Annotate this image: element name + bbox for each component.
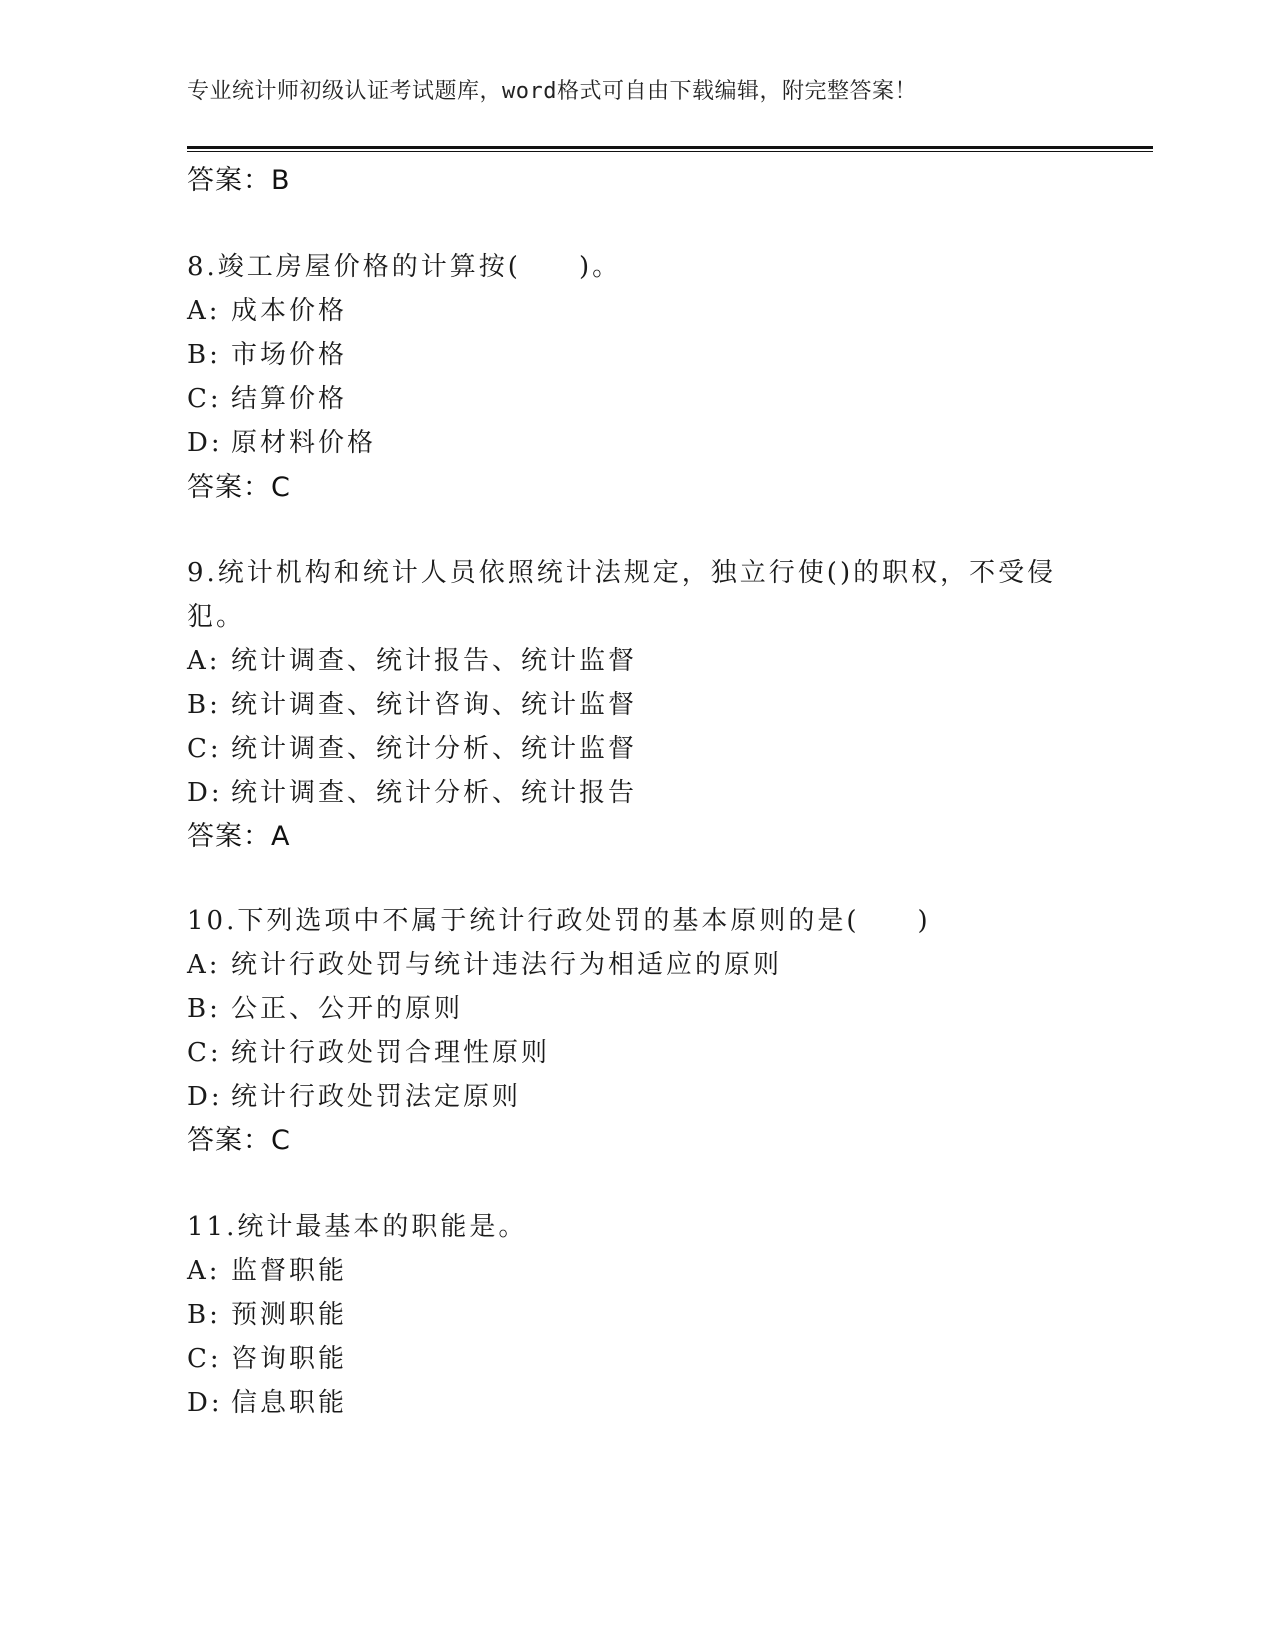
option-label: A: <box>187 296 221 326</box>
question-10-answer: 答案：C <box>187 1125 291 1156</box>
option-text: 公正、公开的原则 <box>231 994 464 1024</box>
question-10-stem: 10.下列选项中不属于统计行政处罚的基本原则的是( ) <box>187 906 931 936</box>
option-text: 统计行政处罚与统计违法行为相适应的原则 <box>231 950 783 980</box>
option-label: B: <box>187 340 221 370</box>
option-label: B: <box>187 690 221 720</box>
question-9-stem-line-2: 犯。 <box>187 602 246 632</box>
question-11-option-d <box>187 1382 347 1419</box>
question-11-stem: 11.统计最基本的职能是。 <box>187 1212 528 1242</box>
option-text: 预测职能 <box>231 1300 348 1330</box>
option-text: 统计调查、统计报告、统计监督 <box>231 646 638 676</box>
question-10-option-d <box>187 1076 521 1113</box>
question-10-option-b <box>187 988 463 1025</box>
option-text: 统计行政处罚合理性原则 <box>231 1038 551 1068</box>
option-label: D: <box>187 1082 223 1112</box>
question-11-option-a <box>187 1250 347 1287</box>
header-rule-thick <box>187 146 1153 149</box>
header-rule-thin <box>187 151 1153 152</box>
option-label: C: <box>187 384 222 414</box>
option-text: 统计行政处罚法定原则 <box>231 1082 522 1112</box>
option-label: A: <box>187 1256 221 1286</box>
option-label: A: <box>187 950 221 980</box>
question-11-option-b <box>187 1294 347 1331</box>
question-9-answer: 答案：A <box>187 821 291 852</box>
option-label: C: <box>187 1038 222 1068</box>
option-text: 统计调查、统计咨询、统计监督 <box>231 690 638 720</box>
page-header: 专业统计师初级认证考试题库，word格式可自由下载编辑，附完整答案！ <box>187 79 917 104</box>
option-text: 统计调查、统计分析、统计监督 <box>231 734 638 764</box>
question-10-option-a <box>187 944 782 981</box>
question-9-option-d <box>187 772 637 809</box>
question-10-option-c <box>187 1032 550 1069</box>
option-label: B: <box>187 1300 221 1330</box>
option-text: 信息职能 <box>231 1388 348 1418</box>
question-8-option-c <box>187 378 347 415</box>
option-text: 原材料价格 <box>231 428 377 458</box>
option-text: 成本价格 <box>231 296 348 326</box>
option-label: D: <box>187 778 223 808</box>
option-text: 市场价格 <box>231 340 348 370</box>
option-text: 结算价格 <box>231 384 348 414</box>
question-9-option-c <box>187 728 637 765</box>
option-label: C: <box>187 1344 222 1374</box>
option-label: C: <box>187 734 222 764</box>
previous-answer: 答案：B <box>187 165 291 196</box>
question-9-option-a <box>187 640 637 677</box>
option-text: 咨询职能 <box>231 1344 348 1374</box>
option-label: A: <box>187 646 221 676</box>
question-11-option-c <box>187 1338 347 1375</box>
question-8-stem: 8.竣工房屋价格的计算按( )。 <box>187 252 622 282</box>
option-text: 监督职能 <box>231 1256 348 1286</box>
question-8-option-b <box>187 334 347 371</box>
question-9-stem-line-1: 9.统计机构和统计人员依照统计法规定，独立行使()的职权，不受侵 <box>187 558 1057 588</box>
option-label: D: <box>187 428 223 458</box>
question-8-answer: 答案：C <box>187 472 291 503</box>
option-label: D: <box>187 1388 223 1418</box>
option-label: B: <box>187 994 221 1024</box>
question-9-option-b <box>187 684 637 721</box>
option-text: 统计调查、统计分析、统计报告 <box>231 778 638 808</box>
question-8-option-d <box>187 422 376 459</box>
question-8-option-a <box>187 290 347 327</box>
